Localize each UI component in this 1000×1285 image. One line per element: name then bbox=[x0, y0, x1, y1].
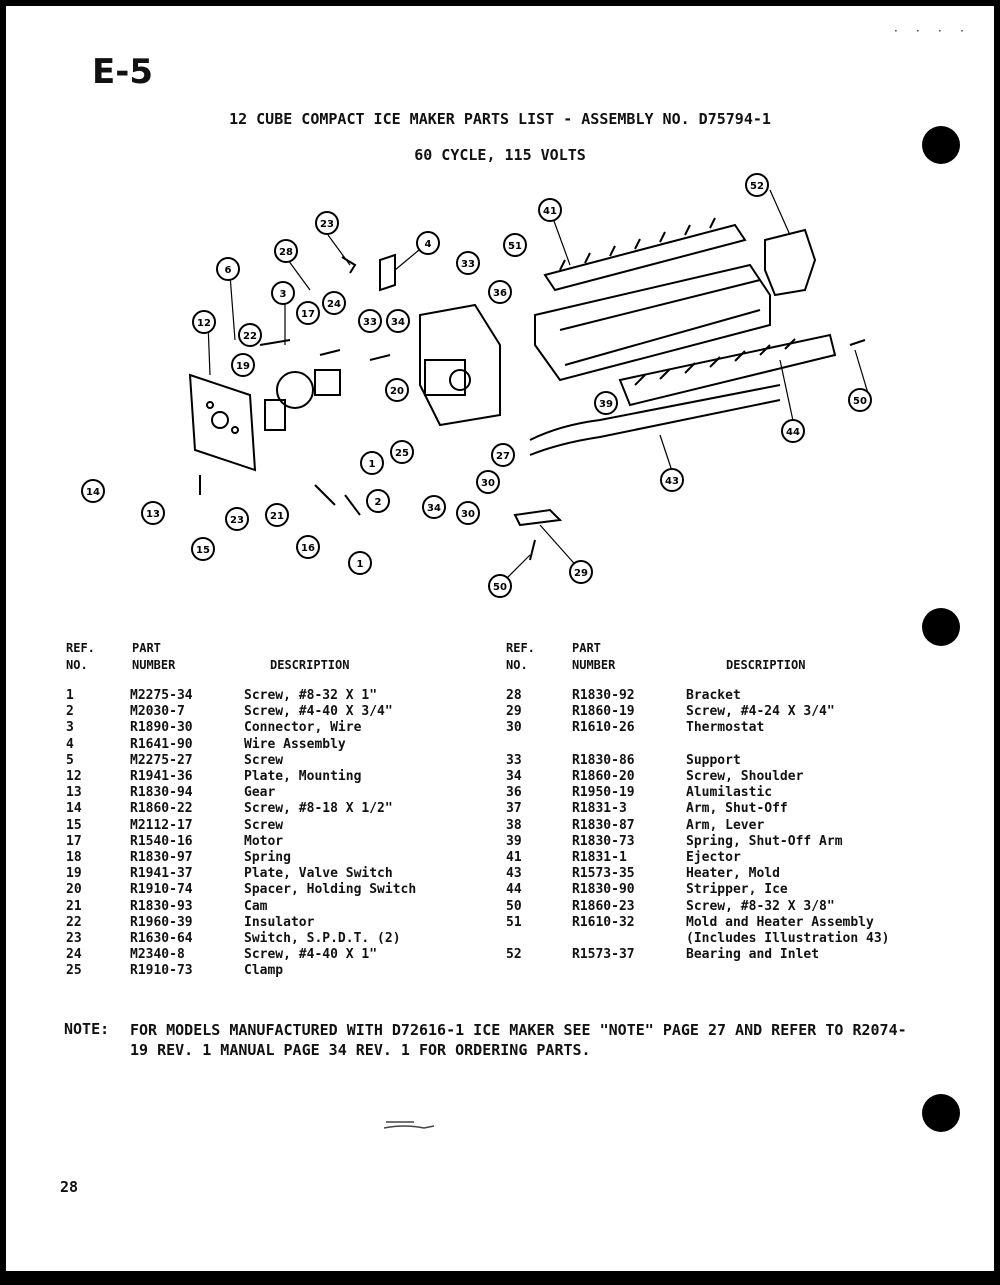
cell-desc: Screw, #4-40 X 1" bbox=[244, 947, 378, 963]
cell-part: R1630-64 bbox=[130, 931, 193, 946]
cell-ref: 2 bbox=[66, 704, 74, 720]
cell-ref: 21 bbox=[66, 898, 82, 914]
cell-desc: Screw, #8-18 X 1/2" bbox=[244, 801, 393, 817]
scan-smudge bbox=[384, 1118, 439, 1132]
cell-part: R1610-26 bbox=[572, 720, 635, 736]
page-number: 28 bbox=[60, 1178, 79, 1196]
svg-text:34: 34 bbox=[391, 317, 405, 328]
callout-33b bbox=[359, 310, 381, 332]
cell-ref: 29 bbox=[506, 704, 522, 720]
callout-51 bbox=[504, 234, 526, 256]
cell-desc: Gear bbox=[244, 785, 276, 801]
svg-text:20: 20 bbox=[390, 386, 404, 397]
svg-text:43: 43 bbox=[665, 476, 679, 487]
cell-part: R1830-90 bbox=[572, 882, 635, 898]
cell-ref: 22 bbox=[66, 914, 82, 930]
svg-text:30: 30 bbox=[461, 509, 475, 520]
callout-34b bbox=[423, 496, 445, 518]
callout-27 bbox=[492, 444, 514, 466]
cell-ref: 52 bbox=[506, 947, 522, 963]
svg-text:39: 39 bbox=[599, 399, 613, 410]
cell-desc: Screw, #4-24 X 3/4" bbox=[686, 704, 835, 720]
cell-part: M2275-34 bbox=[130, 688, 193, 703]
cell-ref: 1 bbox=[66, 688, 74, 703]
scan-border-right bbox=[994, 0, 1000, 1285]
svg-text:1: 1 bbox=[368, 459, 376, 470]
cell-ref: 38 bbox=[506, 817, 522, 833]
svg-text:17: 17 bbox=[301, 309, 315, 320]
col-header-part: PART NUMBER bbox=[132, 641, 176, 672]
binder-hole-middle bbox=[922, 608, 960, 646]
svg-text:25: 25 bbox=[395, 448, 409, 459]
col-header-part-right: PART NUMBER bbox=[572, 641, 616, 672]
svg-text:15: 15 bbox=[196, 545, 210, 556]
svg-text:36: 36 bbox=[493, 288, 507, 299]
cell-part: M2340-8 bbox=[130, 947, 185, 963]
cell-part: R1573-35 bbox=[572, 866, 635, 882]
cell-desc: Support bbox=[686, 752, 741, 768]
callout-22 bbox=[239, 324, 261, 346]
cell-ref: 17 bbox=[66, 833, 82, 849]
cell-part: R1830-94 bbox=[130, 785, 193, 801]
cell-part: R1890-30 bbox=[130, 720, 193, 736]
cell-desc: (Includes Illustration 43) bbox=[686, 931, 890, 946]
cell-ref: 30 bbox=[506, 720, 522, 736]
callout-21 bbox=[266, 504, 288, 526]
col-header-ref: REF. NO. bbox=[66, 641, 95, 672]
cell-part: R1573-37 bbox=[572, 947, 635, 963]
callout-34 bbox=[387, 310, 409, 332]
callout-23-top bbox=[316, 212, 338, 234]
cell-ref: 36 bbox=[506, 785, 522, 801]
cell-ref: 5 bbox=[66, 752, 74, 768]
cell-ref: 43 bbox=[506, 866, 522, 882]
callout-41 bbox=[539, 199, 561, 221]
svg-text:21: 21 bbox=[270, 511, 284, 522]
svg-text:29: 29 bbox=[574, 568, 588, 579]
cell-ref: 24 bbox=[66, 947, 82, 963]
svg-text:34: 34 bbox=[427, 503, 441, 514]
cell-desc: Wire Assembly bbox=[244, 736, 346, 752]
svg-text:28: 28 bbox=[279, 247, 293, 258]
callout-16 bbox=[297, 536, 319, 558]
callout-14 bbox=[82, 480, 104, 502]
callout-50-right bbox=[849, 389, 871, 411]
cell-part: R1610-32 bbox=[572, 914, 635, 930]
cell-ref: 20 bbox=[66, 882, 82, 898]
cell-desc: Arm, Lever bbox=[686, 817, 765, 833]
callout-33 bbox=[457, 252, 479, 274]
cell-part: R1831-1 bbox=[572, 850, 627, 865]
cell-part: R1830-93 bbox=[130, 898, 193, 914]
callout-44 bbox=[782, 420, 804, 442]
cell-part: M2275-27 bbox=[130, 752, 193, 768]
svg-text:22: 22 bbox=[243, 331, 257, 342]
callout-6 bbox=[217, 258, 239, 280]
svg-text:12: 12 bbox=[197, 318, 211, 329]
note-text: FOR MODELS MANUFACTURED WITH D72616-1 ICE MAKER SEE "NOTE" PAGE 27 AND REFER TO R2074-19 REV. 1 MANUAL PAGE 34 REV. 1 FOR ORDERING PARTS. bbox=[130, 1021, 907, 1059]
cell-part: R1831-3 bbox=[572, 801, 627, 817]
cell-ref: 44 bbox=[506, 882, 522, 898]
callout-23-bottom bbox=[226, 508, 248, 530]
callout-25 bbox=[391, 441, 413, 463]
cell-desc: Insulator bbox=[244, 914, 315, 930]
cell-ref: 28 bbox=[506, 688, 522, 703]
svg-text:27: 27 bbox=[496, 451, 510, 462]
cell-part: R1860-19 bbox=[572, 704, 635, 720]
cell-part: R1830-87 bbox=[572, 817, 635, 833]
cell-ref: 37 bbox=[506, 801, 522, 817]
svg-text:4: 4 bbox=[424, 239, 432, 250]
callout-19 bbox=[232, 354, 254, 376]
callout-12 bbox=[193, 311, 215, 333]
callout-43 bbox=[661, 469, 683, 491]
cell-desc: Ejector bbox=[686, 850, 741, 865]
cell-desc: Alumilastic bbox=[686, 785, 773, 801]
cell-ref: 12 bbox=[66, 769, 82, 784]
callout-39 bbox=[595, 392, 617, 414]
cell-ref: 15 bbox=[66, 817, 82, 833]
cell-desc: Screw, Shoulder bbox=[686, 769, 804, 784]
col-header-ref-right: REF. NO. bbox=[506, 641, 535, 672]
callout-30b bbox=[457, 502, 479, 524]
cell-part: M2112-17 bbox=[130, 817, 193, 833]
cell-desc: Thermostat bbox=[686, 720, 765, 736]
cell-desc: Spacer, Holding Switch bbox=[244, 882, 417, 898]
svg-text:13: 13 bbox=[146, 509, 160, 520]
scan-border-top bbox=[0, 0, 1000, 6]
callout-1-mid bbox=[361, 452, 383, 474]
callout-15 bbox=[192, 538, 214, 560]
cell-desc: Clamp bbox=[244, 963, 284, 979]
callout-24 bbox=[323, 292, 345, 314]
scan-border-bottom bbox=[0, 1271, 1000, 1285]
cell-ref: 41 bbox=[506, 850, 522, 865]
cell-ref: 3 bbox=[66, 720, 74, 736]
cell-part: R1540-16 bbox=[130, 833, 193, 849]
cell-desc: Screw, #8-32 X 1" bbox=[244, 688, 378, 703]
svg-text:16: 16 bbox=[301, 543, 315, 554]
svg-text:33: 33 bbox=[363, 317, 377, 328]
col-header-description: DESCRIPTION bbox=[270, 658, 350, 672]
col-header-description-right: DESCRIPTION bbox=[726, 658, 806, 672]
cell-ref: 51 bbox=[506, 914, 522, 930]
svg-text:52: 52 bbox=[750, 181, 764, 192]
cell-ref: 4 bbox=[66, 736, 74, 752]
cell-part: R1941-36 bbox=[130, 769, 193, 784]
cell-desc: Plate, Mounting bbox=[244, 769, 362, 784]
page-title: 12 CUBE COMPACT ICE MAKER PARTS LIST - ASSEMBLY NO. D75794-1 bbox=[229, 110, 771, 128]
callout-2 bbox=[367, 490, 389, 512]
cell-ref: 13 bbox=[66, 785, 82, 801]
svg-text:51: 51 bbox=[508, 241, 522, 252]
cell-ref: 50 bbox=[506, 898, 522, 914]
svg-text:41: 41 bbox=[543, 206, 557, 217]
cell-desc: Heater, Mold bbox=[686, 866, 780, 882]
cell-ref: 14 bbox=[66, 801, 82, 817]
cell-desc: Screw bbox=[244, 817, 284, 833]
svg-text:23: 23 bbox=[320, 219, 334, 230]
scan-border-left bbox=[0, 0, 6, 1285]
callout-29 bbox=[570, 561, 592, 583]
cell-desc: Mold and Heater Assembly bbox=[686, 914, 874, 930]
cell-part: R1960-39 bbox=[130, 914, 193, 930]
cell-ref: 23 bbox=[66, 931, 82, 946]
cell-part: R1860-22 bbox=[130, 801, 193, 817]
cell-desc: Bracket bbox=[686, 688, 741, 703]
svg-text:30: 30 bbox=[481, 478, 495, 489]
cell-part: R1830-92 bbox=[572, 688, 635, 703]
note-label: NOTE: bbox=[64, 1020, 110, 1038]
scan-specks: · · · · bbox=[892, 26, 970, 37]
cell-desc: Stripper, Ice bbox=[686, 882, 788, 898]
cell-desc: Cam bbox=[244, 898, 268, 914]
section-code: E-5 bbox=[92, 52, 153, 92]
page-subtitle: 60 CYCLE, 115 VOLTS bbox=[414, 146, 586, 164]
callout-13 bbox=[142, 502, 164, 524]
binder-hole-bottom bbox=[922, 1094, 960, 1132]
callout-1-bottom bbox=[349, 552, 371, 574]
cell-ref: 19 bbox=[66, 866, 82, 882]
callout-50-bottom bbox=[489, 575, 511, 597]
callout-52 bbox=[746, 174, 768, 196]
cell-ref: 33 bbox=[506, 752, 522, 768]
cell-ref: 18 bbox=[66, 850, 82, 865]
cell-desc: Motor bbox=[244, 833, 284, 849]
cell-part: R1941-37 bbox=[130, 866, 193, 882]
cell-desc: Screw, #8-32 X 3/8" bbox=[686, 898, 835, 914]
cell-part: R1830-97 bbox=[130, 850, 193, 865]
svg-text:50: 50 bbox=[853, 396, 867, 407]
svg-text:23: 23 bbox=[230, 515, 244, 526]
cell-desc: Spring bbox=[244, 850, 291, 865]
cell-desc: Screw bbox=[244, 752, 284, 768]
cell-desc: Arm, Shut-Off bbox=[686, 801, 788, 817]
svg-text:19: 19 bbox=[236, 361, 250, 372]
cell-desc: Spring, Shut-Off Arm bbox=[686, 833, 843, 849]
svg-text:24: 24 bbox=[327, 299, 341, 310]
cell-part: R1910-73 bbox=[130, 963, 193, 979]
svg-text:50: 50 bbox=[493, 582, 507, 593]
svg-text:2: 2 bbox=[374, 497, 382, 508]
cell-desc: Plate, Valve Switch bbox=[244, 866, 393, 882]
cell-desc: Bearing and Inlet bbox=[686, 947, 820, 963]
callout-17 bbox=[297, 302, 319, 324]
cell-part: R1860-20 bbox=[572, 769, 635, 784]
callout-4 bbox=[417, 232, 439, 254]
callout-36 bbox=[489, 281, 511, 303]
callout-3 bbox=[272, 282, 294, 304]
cell-ref: 25 bbox=[66, 963, 82, 979]
cell-part: R1641-90 bbox=[130, 736, 193, 752]
cell-desc: Screw, #4-40 X 3/4" bbox=[244, 704, 393, 720]
svg-text:3: 3 bbox=[279, 289, 287, 300]
cell-part: R1910-74 bbox=[130, 882, 193, 898]
svg-text:33: 33 bbox=[461, 259, 475, 270]
svg-text:14: 14 bbox=[86, 487, 100, 498]
cell-ref: 34 bbox=[506, 769, 522, 784]
cell-part: R1830-86 bbox=[572, 752, 635, 768]
cell-ref: 39 bbox=[506, 833, 522, 849]
callout-30 bbox=[477, 471, 499, 493]
cell-part: M2030-7 bbox=[130, 704, 185, 720]
exploded-parts-diagram bbox=[60, 165, 900, 605]
svg-text:1: 1 bbox=[356, 559, 364, 570]
callout-28 bbox=[275, 240, 297, 262]
cell-part: R1860-23 bbox=[572, 898, 635, 914]
callout-20 bbox=[386, 379, 408, 401]
cell-part: R1950-19 bbox=[572, 785, 635, 801]
cell-desc: Connector, Wire bbox=[244, 720, 362, 736]
svg-text:6: 6 bbox=[224, 265, 232, 276]
svg-text:44: 44 bbox=[786, 427, 800, 438]
cell-part: R1830-73 bbox=[572, 833, 635, 849]
cell-desc: Switch, S.P.D.T. (2) bbox=[244, 931, 401, 946]
